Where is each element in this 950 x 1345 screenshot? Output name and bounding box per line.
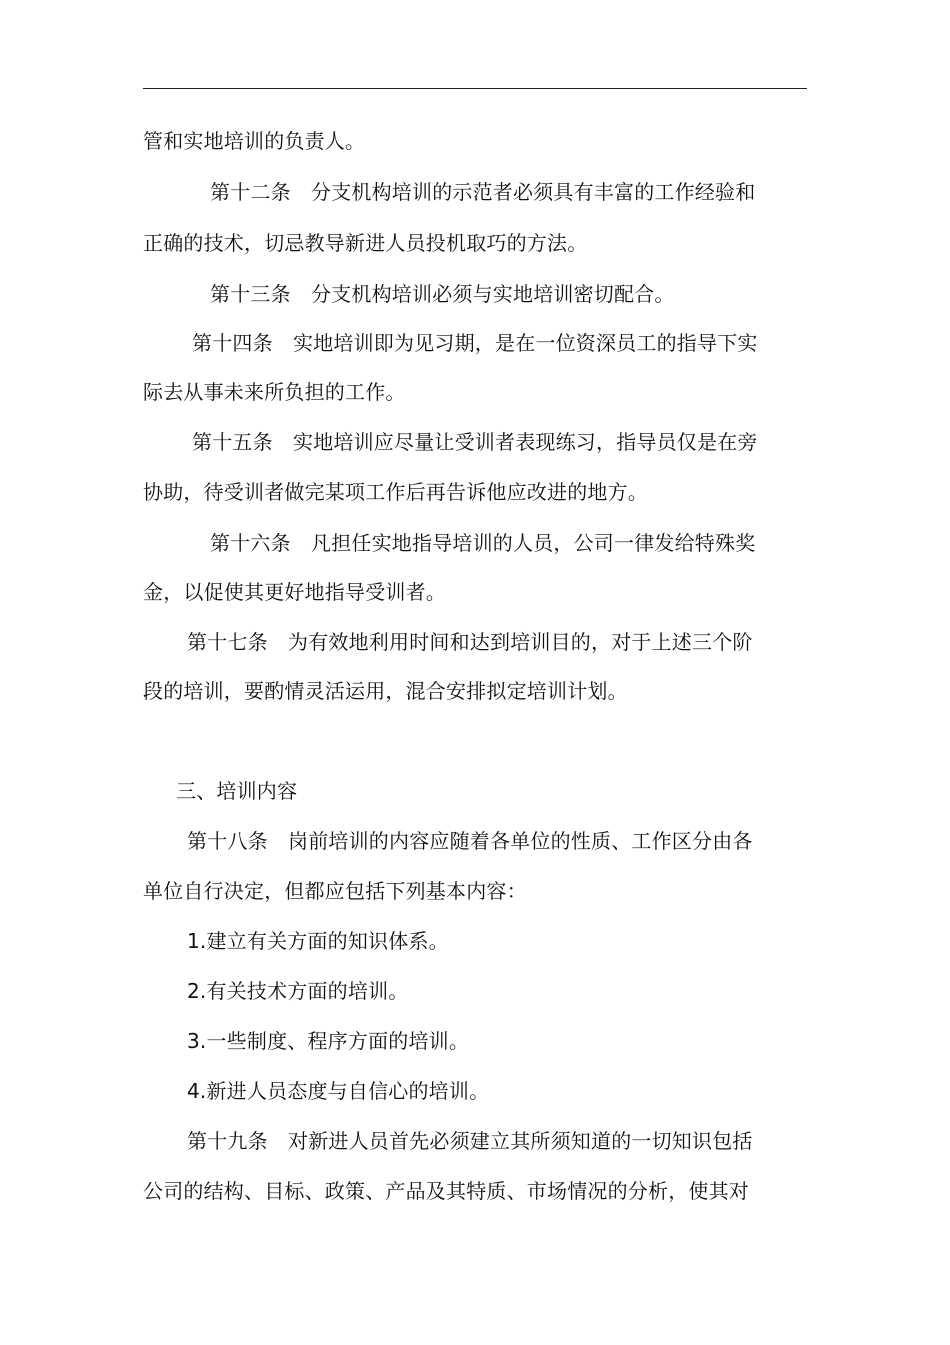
text-line-10: 金，以促使其更好地指导受训者。 <box>143 580 446 604</box>
text-line-2: 第十二条 分支机构培训的示范者必须具有丰富的工作经验和 <box>210 180 756 204</box>
text-line-15: 第十九条 对新进人员首先必须建立其所须知道的一切知识包括 <box>187 1129 753 1153</box>
section-heading: 三、培训内容 <box>176 779 298 803</box>
list-item-1: 1.建立有关方面的知识体系。 <box>187 929 449 953</box>
text-line-4: 第十三条 分支机构培训必须与实地培训密切配合。 <box>210 282 675 306</box>
text-line-8: 协助，待受训者做完某项工作后再告诉他应改进的地方。 <box>143 480 648 504</box>
list-item-3: 3.一些制度、程序方面的培训。 <box>187 1029 470 1053</box>
text-line-13: 第十八条 岗前培训的内容应随着各单位的性质、工作区分由各 <box>187 829 753 853</box>
text-line-1: 管和实地培训的负责人。 <box>143 129 366 153</box>
text-line-11: 第十七条 为有效地利用时间和达到培训目的，对于上述三个阶 <box>187 630 753 654</box>
text-line-5: 第十四条 实地培训即为见习期，是在一位资深员工的指导下实 <box>192 331 758 355</box>
text-line-12: 段的培训，要酌情灵活运用，混合安排拟定培训计划。 <box>143 679 628 703</box>
text-line-6: 际去从事未来所负担的工作。 <box>143 380 406 404</box>
header-rule <box>143 88 807 89</box>
list-item-4: 4.新进人员态度与自信心的培训。 <box>187 1079 490 1103</box>
text-line-3: 正确的技术，切忌教导新进人员投机取巧的方法。 <box>143 231 588 255</box>
text-line-9: 第十六条 凡担任实地指导培训的人员，公司一律发给特殊奖 <box>210 531 756 555</box>
list-item-2: 2.有关技术方面的培训。 <box>187 979 409 1003</box>
text-line-14: 单位自行决定，但都应包括下列基本内容： <box>143 879 527 903</box>
text-line-7: 第十五条 实地培训应尽量让受训者表现练习，指导员仅是在旁 <box>192 430 758 454</box>
text-line-16: 公司的结构、目标、政策、产品及其特质、市场情况的分析，使其对 <box>143 1179 749 1203</box>
